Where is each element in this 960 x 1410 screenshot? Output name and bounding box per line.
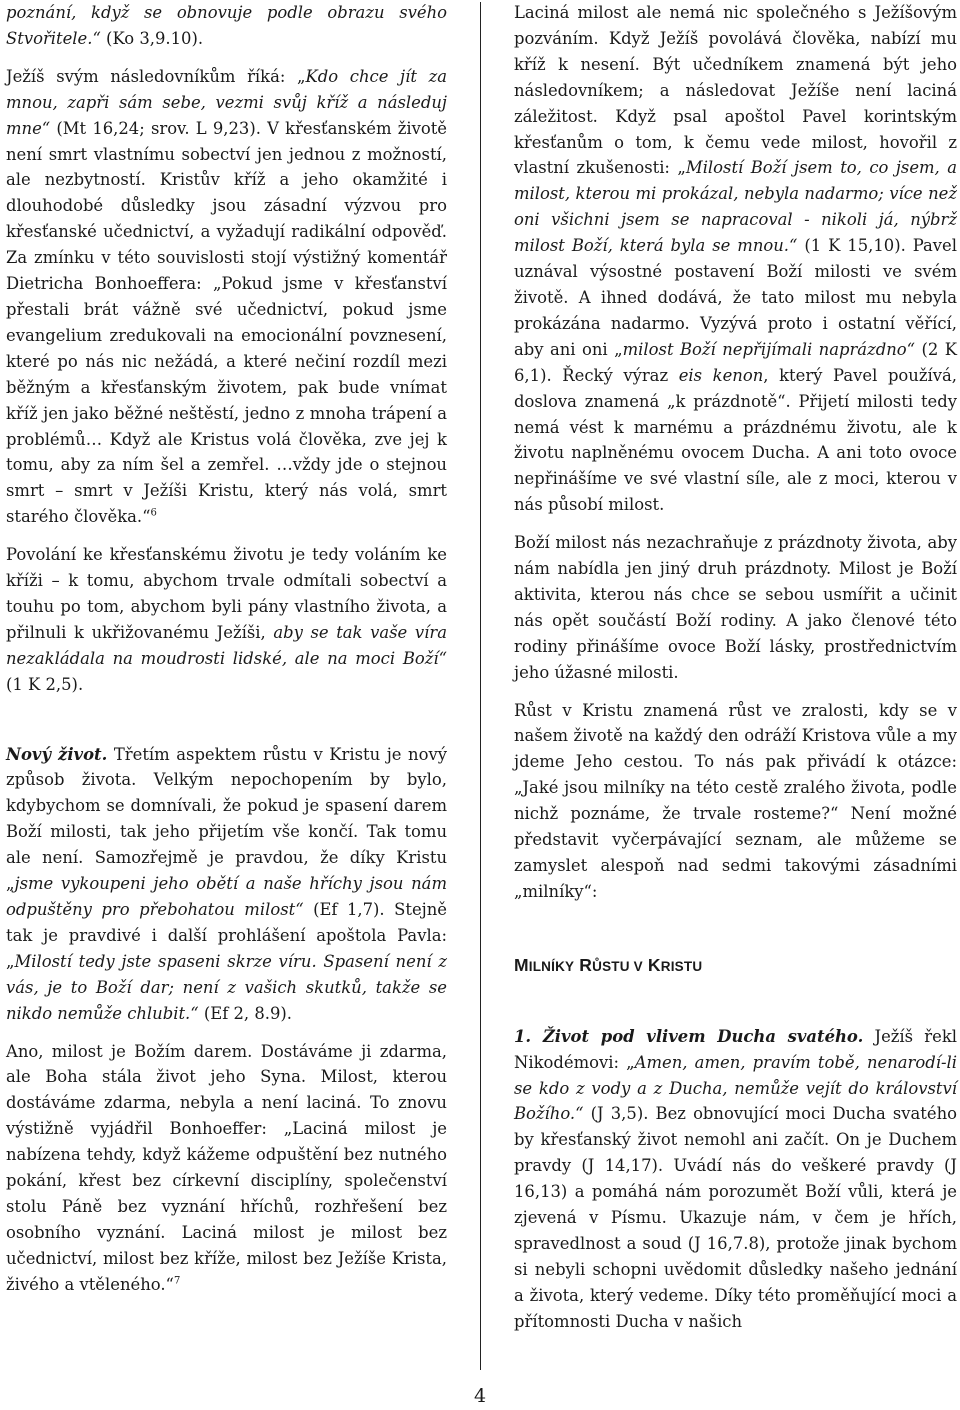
text-run: milost Boží nepřijímali naprázdno“ (622, 339, 916, 359)
footnote-ref: 7 (173, 1275, 181, 1287)
text-run: Milostí tedy jste spaseni skrze víru. Spasení není z vás, je to Boží dar; není z vašich skutků, takže se nikdo nemůže chlubit.“ (6, 951, 447, 1023)
text-run: (J 3,5). Bez obnovující moci Ducha svatého by křesťanský život nemohl ani začít. On je Duchem pravdy (J 14,17). Uvádí nás do veškeré pravdy (J 16,13) a pomáhá nám porozumět Boží vůli, která je zjevená v Písmu. Ukazuje nám, v čem je hřích, spravedlnost a soud (J 16,7.8), protože jinak bychom si nebyli schopni uvědomit důsledky našeho jednání a života, který vedeme. Díky této proměňující moci a přítomnosti Ducha v našich (514, 1104, 957, 1331)
text-run: 1. Život pod vlivem Ducha svatého. (514, 1026, 864, 1046)
page-number: 4 (473, 1385, 487, 1407)
text-run: (Ef 1,7). Stejně tak je pravdivé i další prohlášení apoštola Pavla: „ (6, 900, 447, 971)
text-run: Milostí Boží jsem to, co jsem, a milost, kterou mi prokázal, nebyla nadarmo; více než oni všichni jsem se napracoval - nikoli já, nýbrž milost Boží, která byla se mnou.“ (514, 158, 957, 256)
heading-part: ILNÍKY (528, 958, 575, 974)
text-run: poznání, když se obnovuje podle obrazu svého Stvořitele.“ (6, 3, 447, 48)
text-run: eis kenon (678, 365, 764, 385)
text-run: (2 K 6,1). Řecký výraz (514, 339, 957, 385)
heading-part: K (642, 954, 661, 975)
text-run: Ježíš řekl Nikodémovi: „ (514, 1026, 957, 1072)
text-run: Nový život. (6, 744, 108, 764)
paragraph (6, 1039, 447, 1298)
text-run: (1 K 2,5). (6, 674, 84, 694)
paragraph-text (6, 67, 447, 526)
heading-part: R (574, 954, 593, 975)
text-run: (Ko 3,9.10). (100, 28, 204, 48)
heading-part: M (514, 954, 529, 975)
footnote-ref: 6 (150, 507, 157, 519)
text-run: , který Pavel používá, doslova znamená „k prázdnotě“. Přijetí milosti tedy nemá vést k marnému a prázdnému životu, ale k životu naplněnému ovocem Ducha. A ani toto ovoce nepřinášíme ve své vlastní síle, ale z moci, kterou v nás působí milost. (514, 365, 957, 515)
text-run: Povolání ke křesťanskému životu je tedy voláním ke kříži – k tomu, abychom trvale odmítali sobectví a touhu po tom, abychom byli pány vlastního života, a přilnuli k ukřižovanému Ježíši, (6, 545, 447, 642)
text-run: (Ef 2, 8.9). (198, 1003, 293, 1023)
paragraph: Boží milost nás nezachraňuje z prázdnoty života, aby nám nabídla jen jiný druh prázdnoty. Milost je Boží aktivita, kterou nás chce se sebou usmířit a učinit nás opět součástí Boží rodiny. A jako členové této rodiny přinášíme ovoce Boží lásky, prostřednictvím jeho úžasné milosti. (514, 533, 957, 682)
paragraph (6, 64, 447, 530)
text-run: aby se tak vaše víra nezakládala na moudrosti lidské, ale na moci Boží“ (6, 622, 447, 668)
text-run: Ježíš svým následovníkům říká: „ (6, 66, 306, 86)
paragraph (514, 1024, 957, 1335)
paragraph (6, 542, 447, 697)
text-run: (Mt 16,24; srov. L 9,23). V křesťanském životě není smrt vlastnímu sobectví jen jednou z možností, ale nezbytností. Kristův kříž a jeho okamžité i dlouhodobé důsledky jsou zásadní výzvou pro křesťanské učednictví, a vyžadují radikální odpověď. Za zmínku v této souvislosti stojí výstižný komentář Dietricha Bonhoeffera: „Pokud jsme v křesťanství přestali brát vážně své učednictví, pokud jsme evangelium zredukovali na emocionální povznesení, které po nás nic nežádá, a které nečiní rozdíl mezi běžným a křesťanským životem, pak bude vnímat kříž jen jako běžné neštěstí, jedno z mnoha trápení a problémů… Když ale Kristus volá člověka, zve jej k tomu, aby za ním šel a zemřel. …vždy jde o stejnou smrt – smrt v Ježíši Kristu, který nás volá, smrt starého člověka.“ (6, 118, 447, 527)
text-run: (1 K 15,10). Pavel uznával výsostné postavení Boží milosti ve svém životě. A ihned dodává, že tato milost mu nebyla prokázána nadarmo. Vyzývá proto i ostatní věřící, aby ani oni „ (514, 236, 957, 359)
paragraph (514, 0, 957, 518)
heading-part: ŮSTU V (592, 958, 643, 974)
paragraph: Růst v Kristu znamená růst ve zralosti, kdy se v našem životě na každý den odráží Kristova vůle a my jdeme Jeho cestou. To nás pak přivádí k otázce: „Jaké jsou milníky na této cestě zralého života, podle nichž poznáme, že trvale rosteme?“ Není možné představit vyčerpávající seznam, ale můžeme se zamyslet alespoň nad sedmi takovými zásadními „milníky“: (514, 700, 957, 901)
text-run: Třetím aspektem růstu v Kristu je nový způsob života. Velkým nepochopením by bylo, kdybychom se domnívali, že pokud je spasení darem Boží milosti, tak jeho přijetím vše končí. Tak tomu ale není. Samozřejmě je pravdou, že díky Kristu „ (6, 744, 447, 894)
paragraph-text: Ano, milost je Božím darem. Dostáváme ji zdarma, ale Boha stála život jeho Syna. Milost, kterou dostáváme zdarma, nebyla a není laciná. To znovu výstižně vyjádřil Bonhoeffer: „Laciná milost je nabízena tehdy, když kážeme odpuštění bez nutného pokání, křest bez církevní disciplíny, společenství stolu Páně bez vyznání hříchů, rozhřešení bez osobního vyznání. Laciná milost je milost bez učednictví, milost bez kříže, milost bez Ježíše Krista, živého a vtěleného.“ (6, 1041, 447, 1294)
heading-part: RISTU (660, 958, 703, 974)
paragraph (6, 0, 447, 52)
text-run: jsme vykoupeni jeho obětí a naše hříchy jsou nám odpuštěny pro přebohatou milost“ (6, 874, 447, 919)
column-divider (480, 2, 481, 1370)
right-column (514, 0, 957, 1335)
text-run: Laciná milost ale nemá nic společného s Ježíšovým pozváním. Když Ježíš povolává člověka, nabízí mu kříž k nesení. Být učedníkem znamená být jeho následovníkem; a následovat Ježíše není laciná záležitost. Když psal apoštol Pavel korintským křesťanům o tom, k čemu vede milost, hovořil z vlastní zkušenosti: „ (514, 3, 957, 178)
left-column (6, 0, 447, 1298)
text-run: Amen, amen, pravím tobě, nenarodí-li se kdo z vody a z Ducha, nemůže vejít do království Božího.“ (514, 1052, 957, 1124)
text-run: Kdo chce jít za mnou, zapři sám sebe, vezmi svůj kříž a následuj mne“ (6, 66, 447, 138)
paragraph (6, 742, 447, 1027)
section-heading (514, 953, 957, 980)
